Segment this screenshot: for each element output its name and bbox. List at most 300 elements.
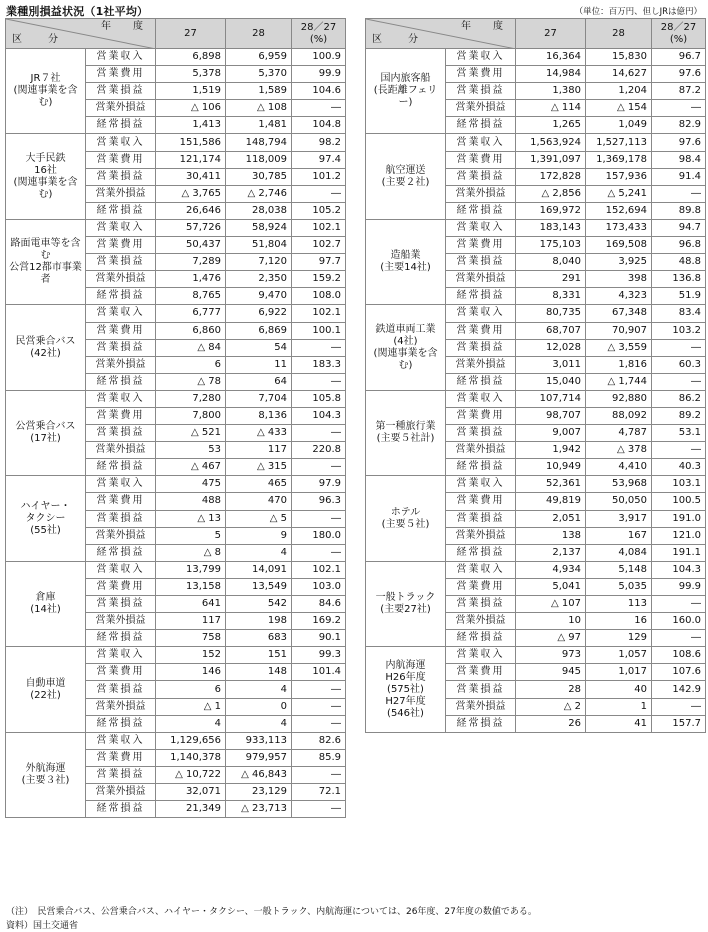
value-28: 6,922: [226, 305, 292, 322]
value-27: 5,378: [156, 66, 226, 83]
value-28: 1,204: [586, 83, 652, 100]
category-name: 一般トラック (主要27社): [375, 592, 436, 616]
ratio-value: 157.7: [652, 715, 706, 732]
category-name: 自動車道 (22社): [25, 677, 66, 701]
category-name: ホテル (主要５社): [381, 506, 430, 530]
item-label: 営業収入: [86, 49, 156, 66]
header-ratio-line2: (%): [309, 33, 328, 45]
value-27: 7,800: [156, 407, 226, 424]
value-28: 11: [226, 356, 292, 373]
item-label: 営業費用: [446, 66, 516, 83]
item-label: 営業損益: [86, 168, 156, 185]
ratio-value: 94.7: [652, 219, 706, 236]
ratio-value: ―: [652, 442, 706, 459]
ratio-value: ―: [292, 100, 346, 117]
value-27: 291: [516, 271, 586, 288]
value-27: 758: [156, 630, 226, 647]
value-27: △ 2: [516, 698, 586, 715]
item-label: 営業費用: [446, 493, 516, 510]
value-28: 1,369,178: [586, 151, 652, 168]
header-kubun-nendo: [366, 19, 516, 49]
item-label: 営業収入: [446, 49, 516, 66]
value-27: 5: [156, 527, 226, 544]
value-28: 167: [586, 527, 652, 544]
value-27: △ 13: [156, 510, 226, 527]
item-label: 営業外損益: [86, 613, 156, 630]
value-28: 16: [586, 613, 652, 630]
table-row: [6, 732, 346, 749]
ratio-value: 82.9: [652, 117, 706, 134]
value-28: 4: [226, 715, 292, 732]
category-name: 鉄道車両工業 (4社) (関連事業を含む): [373, 323, 438, 371]
item-label: 営業収入: [446, 390, 516, 407]
value-27: 68,707: [516, 322, 586, 339]
item-label: 営業費用: [446, 237, 516, 254]
value-27: 6: [156, 356, 226, 373]
value-28: 13,549: [226, 578, 292, 595]
value-28: 15,830: [586, 49, 652, 66]
value-28: 70,907: [586, 322, 652, 339]
value-28: △ 5,241: [586, 185, 652, 202]
ratio-value: 180.0: [292, 527, 346, 544]
item-label: 営業損益: [446, 339, 516, 356]
item-label: 営業損益: [86, 766, 156, 783]
value-27: △ 106: [156, 100, 226, 117]
ratio-value: 82.6: [292, 732, 346, 749]
unit-note: （単位：百万円、但しJRは億円）: [574, 7, 702, 17]
value-28: 54: [226, 339, 292, 356]
value-28: 14,091: [226, 561, 292, 578]
value-28: 6,959: [226, 49, 292, 66]
item-label: 営業費用: [86, 151, 156, 168]
item-label: 営業収入: [86, 561, 156, 578]
value-27: 50,437: [156, 237, 226, 254]
value-27: 21,349: [156, 801, 226, 818]
value-28: △ 433: [226, 425, 292, 442]
value-28: △ 5: [226, 510, 292, 527]
ratio-value: 104.3: [292, 407, 346, 424]
category-name: 外航海運 (主要３社): [21, 762, 70, 786]
ratio-value: 103.1: [652, 476, 706, 493]
table-row: [6, 305, 346, 322]
ratio-value: 53.1: [652, 425, 706, 442]
value-27: 107,714: [516, 390, 586, 407]
item-label: 営業費用: [446, 664, 516, 681]
item-label: 営業費用: [86, 578, 156, 595]
item-label: 経常損益: [86, 373, 156, 390]
value-27: 169,972: [516, 202, 586, 219]
value-28: △ 378: [586, 442, 652, 459]
ratio-value: ―: [292, 339, 346, 356]
value-28: 41: [586, 715, 652, 732]
page-title: 業種別損益状況（1社平均）: [6, 5, 149, 18]
value-28: 4,084: [586, 544, 652, 561]
category-name: 内航海運 H26年度 (575社) H27年度 (546社): [385, 659, 426, 719]
value-27: △ 2,856: [516, 185, 586, 202]
value-27: 1,413: [156, 117, 226, 134]
item-label: 営業損益: [86, 339, 156, 356]
table-row: [366, 647, 706, 664]
ratio-value: 97.9: [292, 476, 346, 493]
table-row: [6, 134, 346, 151]
category-label: [6, 49, 86, 134]
value-28: 118,009: [226, 151, 292, 168]
category-label: [6, 134, 86, 219]
category-name: 第一種旅行業 (主要５社計): [375, 421, 436, 445]
item-label: 営業外損益: [86, 100, 156, 117]
item-label: 営業外損益: [86, 527, 156, 544]
value-27: △ 84: [156, 339, 226, 356]
ratio-value: 107.6: [652, 664, 706, 681]
item-label: 営業収入: [446, 647, 516, 664]
item-label: 営業損益: [446, 254, 516, 271]
value-28: 152,694: [586, 202, 652, 219]
item-label: 営業費用: [446, 151, 516, 168]
category-name: 路面電車等を含む 公営12都市事業者: [9, 238, 82, 286]
ratio-value: ―: [292, 681, 346, 698]
item-label: 営業収入: [86, 219, 156, 236]
value-28: 465: [226, 476, 292, 493]
value-28: 1,481: [226, 117, 292, 134]
header-ratio: [652, 19, 706, 49]
item-label: 経常損益: [446, 202, 516, 219]
value-28: 7,704: [226, 390, 292, 407]
value-27: 26,646: [156, 202, 226, 219]
value-27: △ 10,722: [156, 766, 226, 783]
ratio-value: ―: [652, 185, 706, 202]
header-year-28: 28: [226, 19, 292, 49]
item-label: 経常損益: [446, 630, 516, 647]
ratio-value: ―: [292, 425, 346, 442]
value-27: 121,174: [156, 151, 226, 168]
value-27: △ 78: [156, 373, 226, 390]
item-label: 営業外損益: [446, 698, 516, 715]
value-28: 1,527,113: [586, 134, 652, 151]
value-28: 198: [226, 613, 292, 630]
item-label: 営業損益: [86, 425, 156, 442]
category-label: [366, 561, 446, 646]
ratio-value: 96.3: [292, 493, 346, 510]
header-row: [366, 19, 706, 49]
value-27: △ 467: [156, 459, 226, 476]
value-27: 8,040: [516, 254, 586, 271]
item-label: 経常損益: [86, 801, 156, 818]
item-label: 営業外損益: [446, 613, 516, 630]
header-kubun-nendo: [6, 19, 156, 49]
value-27: △ 107: [516, 596, 586, 613]
value-27: 98,707: [516, 407, 586, 424]
item-label: 営業外損益: [86, 698, 156, 715]
value-27: 152: [156, 647, 226, 664]
value-28: 542: [226, 596, 292, 613]
item-label: 営業収入: [446, 476, 516, 493]
value-28: 30,785: [226, 168, 292, 185]
value-27: 13,158: [156, 578, 226, 595]
ratio-value: ―: [292, 510, 346, 527]
item-label: 営業外損益: [86, 442, 156, 459]
value-27: 1,391,097: [516, 151, 586, 168]
value-28: △ 1,744: [586, 373, 652, 390]
item-label: 経常損益: [86, 459, 156, 476]
value-28: 148,794: [226, 134, 292, 151]
ratio-value: ―: [292, 185, 346, 202]
value-27: 117: [156, 613, 226, 630]
ratio-value: 98.4: [652, 151, 706, 168]
value-28: 683: [226, 630, 292, 647]
value-27: 53: [156, 442, 226, 459]
item-label: 営業損益: [446, 83, 516, 100]
item-label: 営業損益: [86, 681, 156, 698]
category-label: [366, 390, 446, 475]
value-28: 4: [226, 544, 292, 561]
value-27: 30,411: [156, 168, 226, 185]
item-label: 営業収入: [86, 647, 156, 664]
ratio-value: 86.2: [652, 390, 706, 407]
item-label: 営業費用: [86, 493, 156, 510]
header-kubun: 区 分: [372, 34, 426, 45]
category-name: 公営乗合バス (17社): [15, 421, 76, 445]
ratio-value: 102.1: [292, 219, 346, 236]
value-27: 1,129,656: [156, 732, 226, 749]
value-28: 1: [586, 698, 652, 715]
ratio-value: 102.1: [292, 305, 346, 322]
value-27: △ 114: [516, 100, 586, 117]
value-27: 15,040: [516, 373, 586, 390]
ratio-value: 108.6: [652, 647, 706, 664]
item-label: 営業損益: [446, 510, 516, 527]
item-label: 営業損益: [86, 83, 156, 100]
ratio-value: 72.1: [292, 784, 346, 801]
value-28: △ 3,559: [586, 339, 652, 356]
item-label: 営業費用: [86, 664, 156, 681]
ratio-value: ―: [652, 339, 706, 356]
value-27: 945: [516, 664, 586, 681]
value-27: △ 1: [156, 698, 226, 715]
category-name: ハイヤー・ タクシー (55社): [20, 500, 71, 536]
item-label: 営業外損益: [86, 185, 156, 202]
ratio-value: 104.6: [292, 83, 346, 100]
value-27: 151,586: [156, 134, 226, 151]
ratio-value: 51.9: [652, 288, 706, 305]
table-row: [6, 561, 346, 578]
item-label: 経常損益: [86, 202, 156, 219]
value-27: 8,765: [156, 288, 226, 305]
value-27: 175,103: [516, 237, 586, 254]
item-label: 営業損益: [86, 596, 156, 613]
item-label: 営業収入: [446, 134, 516, 151]
item-label: 営業外損益: [446, 100, 516, 117]
value-28: 4,410: [586, 459, 652, 476]
item-label: 営業損益: [446, 596, 516, 613]
category-label: [366, 134, 446, 219]
ratio-value: 101.2: [292, 168, 346, 185]
item-label: 営業収入: [86, 305, 156, 322]
value-27: 57,726: [156, 219, 226, 236]
value-27: 9,007: [516, 425, 586, 442]
item-label: 経常損益: [86, 117, 156, 134]
category-label: [366, 476, 446, 561]
value-28: 28,038: [226, 202, 292, 219]
value-28: 1,057: [586, 647, 652, 664]
value-28: 979,957: [226, 749, 292, 766]
category-label: [366, 647, 446, 732]
header-year-28: 28: [586, 19, 652, 49]
ratio-value: 101.4: [292, 664, 346, 681]
item-label: 営業費用: [86, 322, 156, 339]
ratio-value: 96.8: [652, 237, 706, 254]
table-row: [366, 561, 706, 578]
value-28: 151: [226, 647, 292, 664]
value-28: 3,925: [586, 254, 652, 271]
value-28: 0: [226, 698, 292, 715]
item-label: 営業収入: [86, 732, 156, 749]
value-27: 16,364: [516, 49, 586, 66]
table-row: [6, 219, 346, 236]
item-label: 営業収入: [86, 476, 156, 493]
item-label: 営業費用: [446, 322, 516, 339]
ratio-value: 99.3: [292, 647, 346, 664]
ratio-value: ―: [292, 715, 346, 732]
item-label: 営業収入: [86, 134, 156, 151]
header-ratio-line1: 28／27: [660, 21, 697, 33]
value-28: 113: [586, 596, 652, 613]
value-27: 641: [156, 596, 226, 613]
header-year-27: 27: [516, 19, 586, 49]
value-28: 4: [226, 681, 292, 698]
item-label: 営業収入: [446, 219, 516, 236]
value-28: 5,148: [586, 561, 652, 578]
table-row: [366, 49, 706, 66]
item-label: 経常損益: [86, 630, 156, 647]
item-label: 営業費用: [86, 66, 156, 83]
header-year-27: 27: [156, 19, 226, 49]
value-27: 49,819: [516, 493, 586, 510]
ratio-value: ―: [292, 698, 346, 715]
category-name: 造船業 (主要14社): [380, 250, 431, 274]
item-label: 経常損益: [446, 288, 516, 305]
item-label: 営業外損益: [446, 185, 516, 202]
value-28: 148: [226, 664, 292, 681]
value-27: 3,011: [516, 356, 586, 373]
value-28: 40: [586, 681, 652, 698]
value-27: 7,289: [156, 254, 226, 271]
item-label: 営業外損益: [86, 784, 156, 801]
item-label: 営業外損益: [86, 356, 156, 373]
table-row: [366, 476, 706, 493]
value-27: 10: [516, 613, 586, 630]
item-label: 営業外損益: [446, 271, 516, 288]
table-row: [366, 134, 706, 151]
value-28: 9: [226, 527, 292, 544]
ratio-value: ―: [292, 373, 346, 390]
item-label: 営業損益: [446, 425, 516, 442]
ratio-value: ―: [292, 766, 346, 783]
value-27: 80,735: [516, 305, 586, 322]
item-label: 経常損益: [86, 544, 156, 561]
item-label: 営業費用: [446, 407, 516, 424]
value-27: 183,143: [516, 219, 586, 236]
value-28: 157,936: [586, 168, 652, 185]
category-name: 国内旅客船 (長距離フェリー): [373, 73, 438, 109]
table-row: [6, 647, 346, 664]
value-28: 117: [226, 442, 292, 459]
ratio-value: ―: [652, 596, 706, 613]
value-27: 1,380: [516, 83, 586, 100]
item-label: 営業収入: [446, 305, 516, 322]
ratio-value: 102.1: [292, 561, 346, 578]
ratio-value: 159.2: [292, 271, 346, 288]
value-28: 173,433: [586, 219, 652, 236]
item-label: 経常損益: [446, 544, 516, 561]
ratio-value: 97.6: [652, 134, 706, 151]
item-label: 営業損益: [446, 681, 516, 698]
ratio-value: 60.3: [652, 356, 706, 373]
ratio-value: 40.3: [652, 459, 706, 476]
ratio-value: 136.8: [652, 271, 706, 288]
ratio-value: ―: [652, 100, 706, 117]
value-27: 1,140,378: [156, 749, 226, 766]
item-label: 営業損益: [446, 168, 516, 185]
ratio-value: 220.8: [292, 442, 346, 459]
value-28: 67,348: [586, 305, 652, 322]
value-28: 933,113: [226, 732, 292, 749]
value-27: 973: [516, 647, 586, 664]
ratio-value: 83.4: [652, 305, 706, 322]
category-name: JR７社 (関連事業を含む): [13, 73, 78, 109]
value-27: 4: [156, 715, 226, 732]
table-row: [6, 390, 346, 407]
left-table: [5, 18, 346, 818]
ratio-value: ―: [292, 801, 346, 818]
value-28: 5,370: [226, 66, 292, 83]
value-27: 4,934: [516, 561, 586, 578]
category-name: 民営乗合バス (42社): [15, 335, 76, 359]
ratio-value: 97.7: [292, 254, 346, 271]
table-row: [366, 305, 706, 322]
ratio-value: ―: [292, 459, 346, 476]
ratio-value: 103.2: [652, 322, 706, 339]
category-label: [366, 49, 446, 134]
value-28: 23,129: [226, 784, 292, 801]
value-28: 6,869: [226, 322, 292, 339]
value-27: 475: [156, 476, 226, 493]
source-note: 資料）国土交通省: [6, 921, 79, 931]
header-nendo: 年 度: [461, 21, 509, 32]
category-label: [366, 219, 446, 304]
value-28: 58,924: [226, 219, 292, 236]
ratio-value: 121.0: [652, 527, 706, 544]
ratio-value: ―: [292, 544, 346, 561]
value-28: 51,804: [226, 237, 292, 254]
item-label: 経常損益: [86, 715, 156, 732]
ratio-value: 104.3: [652, 561, 706, 578]
value-28: 9,470: [226, 288, 292, 305]
value-28: 2,350: [226, 271, 292, 288]
value-28: 53,968: [586, 476, 652, 493]
value-27: 1,942: [516, 442, 586, 459]
value-28: 14,627: [586, 66, 652, 83]
value-27: △ 8: [156, 544, 226, 561]
value-27: 14,984: [516, 66, 586, 83]
header-ratio: [292, 19, 346, 49]
value-27: 1,519: [156, 83, 226, 100]
value-28: 3,917: [586, 510, 652, 527]
category-label: [6, 305, 86, 390]
value-28: 1,816: [586, 356, 652, 373]
ratio-value: ―: [652, 698, 706, 715]
value-28: 129: [586, 630, 652, 647]
category-label: [6, 732, 86, 817]
